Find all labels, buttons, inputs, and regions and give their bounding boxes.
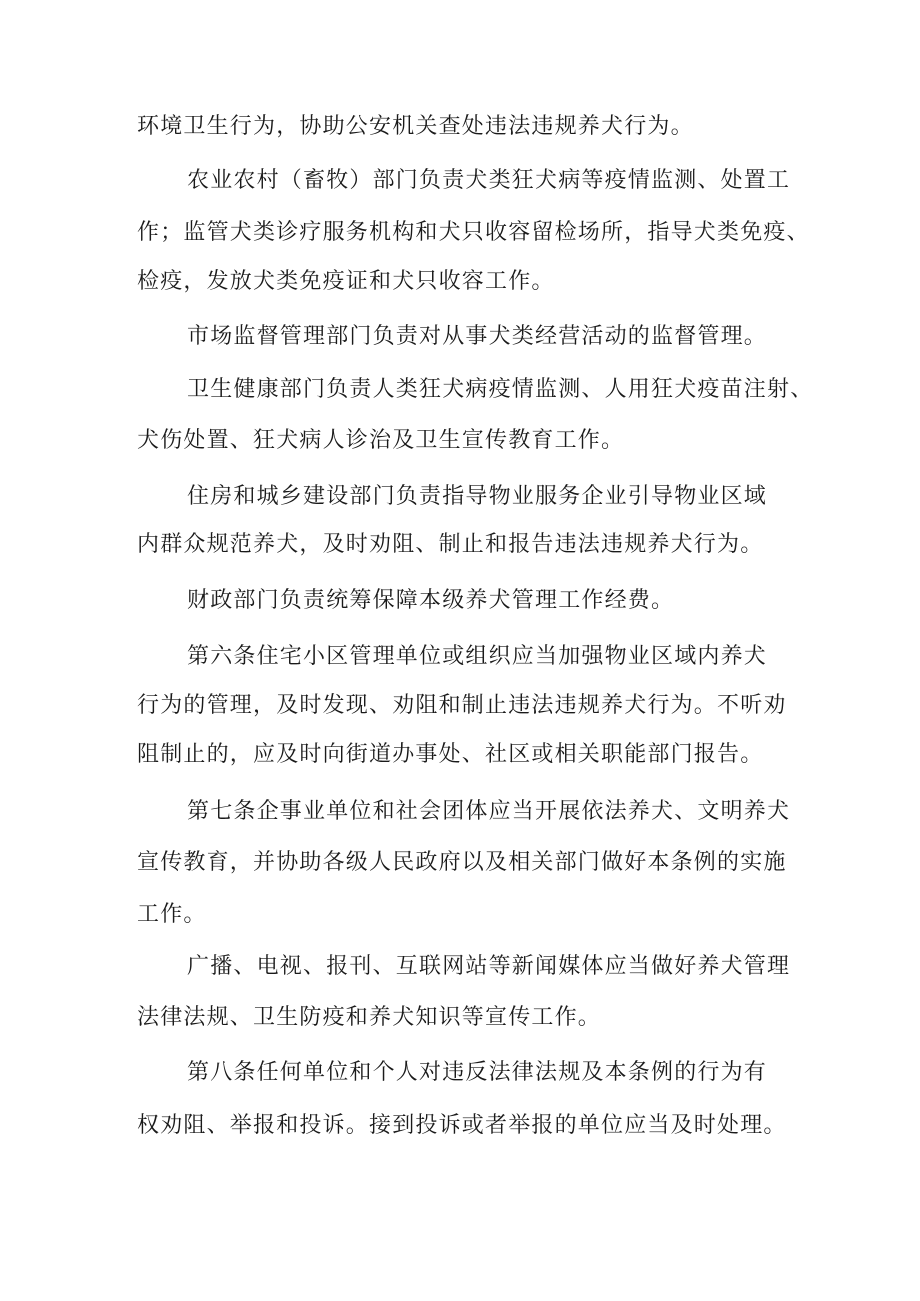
text-line: 检疫，发放犬类免疫证和犬只收容工作。 <box>137 269 555 294</box>
text-line: 内群众规范养犬，及时劝阻、制止和报告违法违规养犬行为。 <box>137 532 764 557</box>
text-line: 农业农村（畜牧）部门负责犬类狂犬病等疫情监测、处置工 <box>187 168 791 193</box>
text-line: 第六条住宅小区管理单位或组织应当加强物业区域内养犬 <box>187 644 768 669</box>
text-line: 财政部门负责统筹保障本级养犬管理工作经费。 <box>187 588 675 613</box>
text-line: 住房和城乡建设部门负责指导物业服务企业引导物业区域 <box>187 484 768 509</box>
text-line: 第七条企事业单位和社会团体应当开展依法养犬、文明养犬 <box>187 799 791 824</box>
text-line: 作；监管犬类诊疗服务机构和犬只收容留检场所，指导犬类免疫、 <box>137 220 810 245</box>
text-line: 卫生健康部门负责人类狂犬病疫情监测、人用狂犬疫苗注射、 <box>187 377 814 402</box>
text-line: 广播、电视、报刊、互联网站等新闻媒体应当做好养犬管理 <box>187 954 791 979</box>
text-line: 阻制止的，应及时向街道办事处、社区或相关职能部门报告。 <box>137 742 764 767</box>
text-line: 行为的管理，及时发现、劝阻和制止违法违规养犬行为。不听劝 <box>137 693 787 718</box>
text-line: 环境卫生行为，协助公安机关查处违法违规养犬行为。 <box>137 114 694 139</box>
text-line: 法律法规、卫生防疫和养犬知识等宣传工作。 <box>137 1005 602 1030</box>
text-line: 市场监督管理部门负责对从事犬类经营活动的监督管理。 <box>187 324 768 349</box>
text-line: 犬伤处置、狂犬病人诊治及卫生宣传教育工作。 <box>137 428 625 453</box>
text-line: 宣传教育，并协助各级人民政府以及相关部门做好本条例的实施 <box>137 850 787 875</box>
text-line: 第八条任何单位和个人对违反法律法规及本条例的行为有 <box>187 1060 768 1085</box>
text-line: 工作。 <box>137 902 207 927</box>
text-line: 权劝阻、举报和投诉。接到投诉或者举报的单位应当及时处理。 <box>137 1113 787 1138</box>
